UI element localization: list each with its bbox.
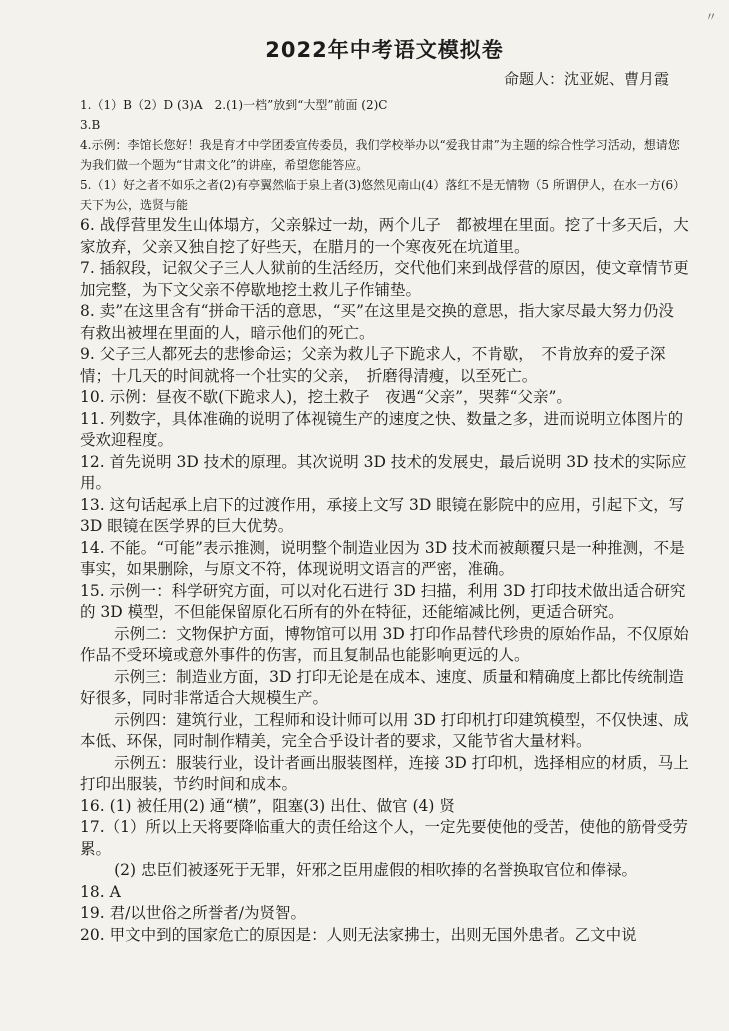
answer-item: 17.（1）所以上天将要降临重大的责任给这个人，一定先要使他的受苦，使他的筋骨受劳累。 xyxy=(80,818,689,858)
answer-item: 4.示例：李馆长您好！我是育才中学团委宣传委员，我们学校举办以“爱我甘肃”为主题的综合性学习活动，想请您为我们做一个题为“甘肃文化”的讲座，希望您能答应。 xyxy=(80,138,680,172)
page-title: 2022年中考语文模拟卷 xyxy=(265,38,504,62)
answer-item: 5.（1）好之者不如乐之者(2)有亭翼然临于泉上者(3)悠然见南山(4）落红不是无情物（5 所谓伊人，在水一方(6）天下为公，选贤与能 xyxy=(80,178,686,212)
answer-item: 10. 示例：昼夜不歇(下跪求人)，挖土救子 夜遇“父亲”，哭葬“父亲”。 xyxy=(80,388,572,406)
answers-short-section xyxy=(80,95,689,215)
answer-item: 6. 战俘营里发生山体塌方，父亲躲过一劫，两个儿子 都被埋在里面。挖了十多天后，大家放弃，父亲又独自挖了好些天，在腊月的一个寒夜死在坑道里。 xyxy=(80,216,689,256)
answer-item: 12. 首先说明 3D 技术的原理。其次说明 3D 技术的发展史，最后说明 3D 技术的实际应用。 xyxy=(80,452,687,492)
answer-item: 7. 插叙段，记叙父子三人人狱前的生活经历，交代他们来到战俘营的原因，使文章情节更加完整，为下文父亲不停歇地挖土救儿子作铺垫。 xyxy=(80,259,689,299)
answer-item: 示例二：文物保护方面，博物馆可以用 3D 打印作品替代珍贵的原始作品，不仅原始作品不受环境或意外事件的伤害，而且复制品也能影响更远的人。 xyxy=(80,624,689,664)
answer-item: 19. 君/以世俗之所誉者/为贤智。 xyxy=(80,904,307,922)
corner-mark: 〃 xyxy=(704,10,719,24)
answer-item: 8. 卖”在这里含有“拼命干活的意思，“买”在这里是交换的意思，指大家尽最大努力仍没有救出被埋在里面的人，暗示他们的死亡。 xyxy=(80,302,674,342)
answer-item: 示例五：服装行业，设计者画出服装图样，连接 3D 打印机，选择相应的材质，马上打印出服装，节约时间和成本。 xyxy=(80,753,689,793)
answer-item: 20. 甲文中到的国家危亡的原因是：人则无法家拂士，出则无国外患者。乙文中说 xyxy=(80,925,637,944)
answer-item: 15. 示例一：科学研究方面，可以对化石进行 3D 扫描，利用 3D 打印技术做出适合研究的 3D 模型，不但能保留原化石所有的外在特征，还能缩减比例，更适合研究。 xyxy=(80,581,686,621)
answer-item: 14. 不能。“可能”表示推测，说明整个制造业因为 3D 技术而被颠覆只是一种推测，不是事实，如果删除，与原文不符，体现说明文语言的严密，准确。 xyxy=(80,538,685,578)
answer-item: 3.B xyxy=(80,118,101,132)
answer-item: 1.（1）B（2）D (3)A 2.(1)一档”放到“大型”前面 (2)C xyxy=(80,98,388,112)
answer-item: 16. (1) 被任用(2) 通“横”，阻塞(3) 出仕、做官 (4) 贤 xyxy=(80,796,455,815)
answer-item: 示例四：建筑行业，工程师和设计师可以用 3D 打印机打印建筑模型，不仅快速、成本低、环保，同时制作精美，完全合乎设计者的要求，又能节省大量材料。 xyxy=(80,710,689,750)
answer-item: 18. A xyxy=(80,882,121,901)
answer-item: 13. 这句话起承上启下的过渡作用，承接上文写 3D 眼镜在影院中的应用，引起下文，写 3D 眼镜在医学界的巨大优势。 xyxy=(80,495,685,535)
author-line: 命题人：沈亚妮、曹月霞 xyxy=(503,70,669,88)
answer-item: 11. 列数字，具体准确的说明了体视镜生产的速度之快、数量之多，进而说明立体图片的受欢迎程度。 xyxy=(80,409,684,449)
answer-item: (2) 忠臣们被逐死于无罪，奸邪之臣用虚假的相吹捧的名誉换取官位和俸禄。 xyxy=(114,861,637,879)
answers-main-section xyxy=(80,215,689,946)
answer-item: 9. 父子三人都死去的悲惨命运；父亲为救儿子下跪求人，不肯歇， 不肯放弃的爱子深情；十几天的时间就将一个壮实的父亲， 折磨得清瘦，以至死亡。 xyxy=(80,345,666,385)
answer-item: 示例三：制造业方面，3D 打印无论是在成本、速度、质量和精确度上都比传统制造好很多，同时非常适合大规模生产。 xyxy=(80,667,684,707)
